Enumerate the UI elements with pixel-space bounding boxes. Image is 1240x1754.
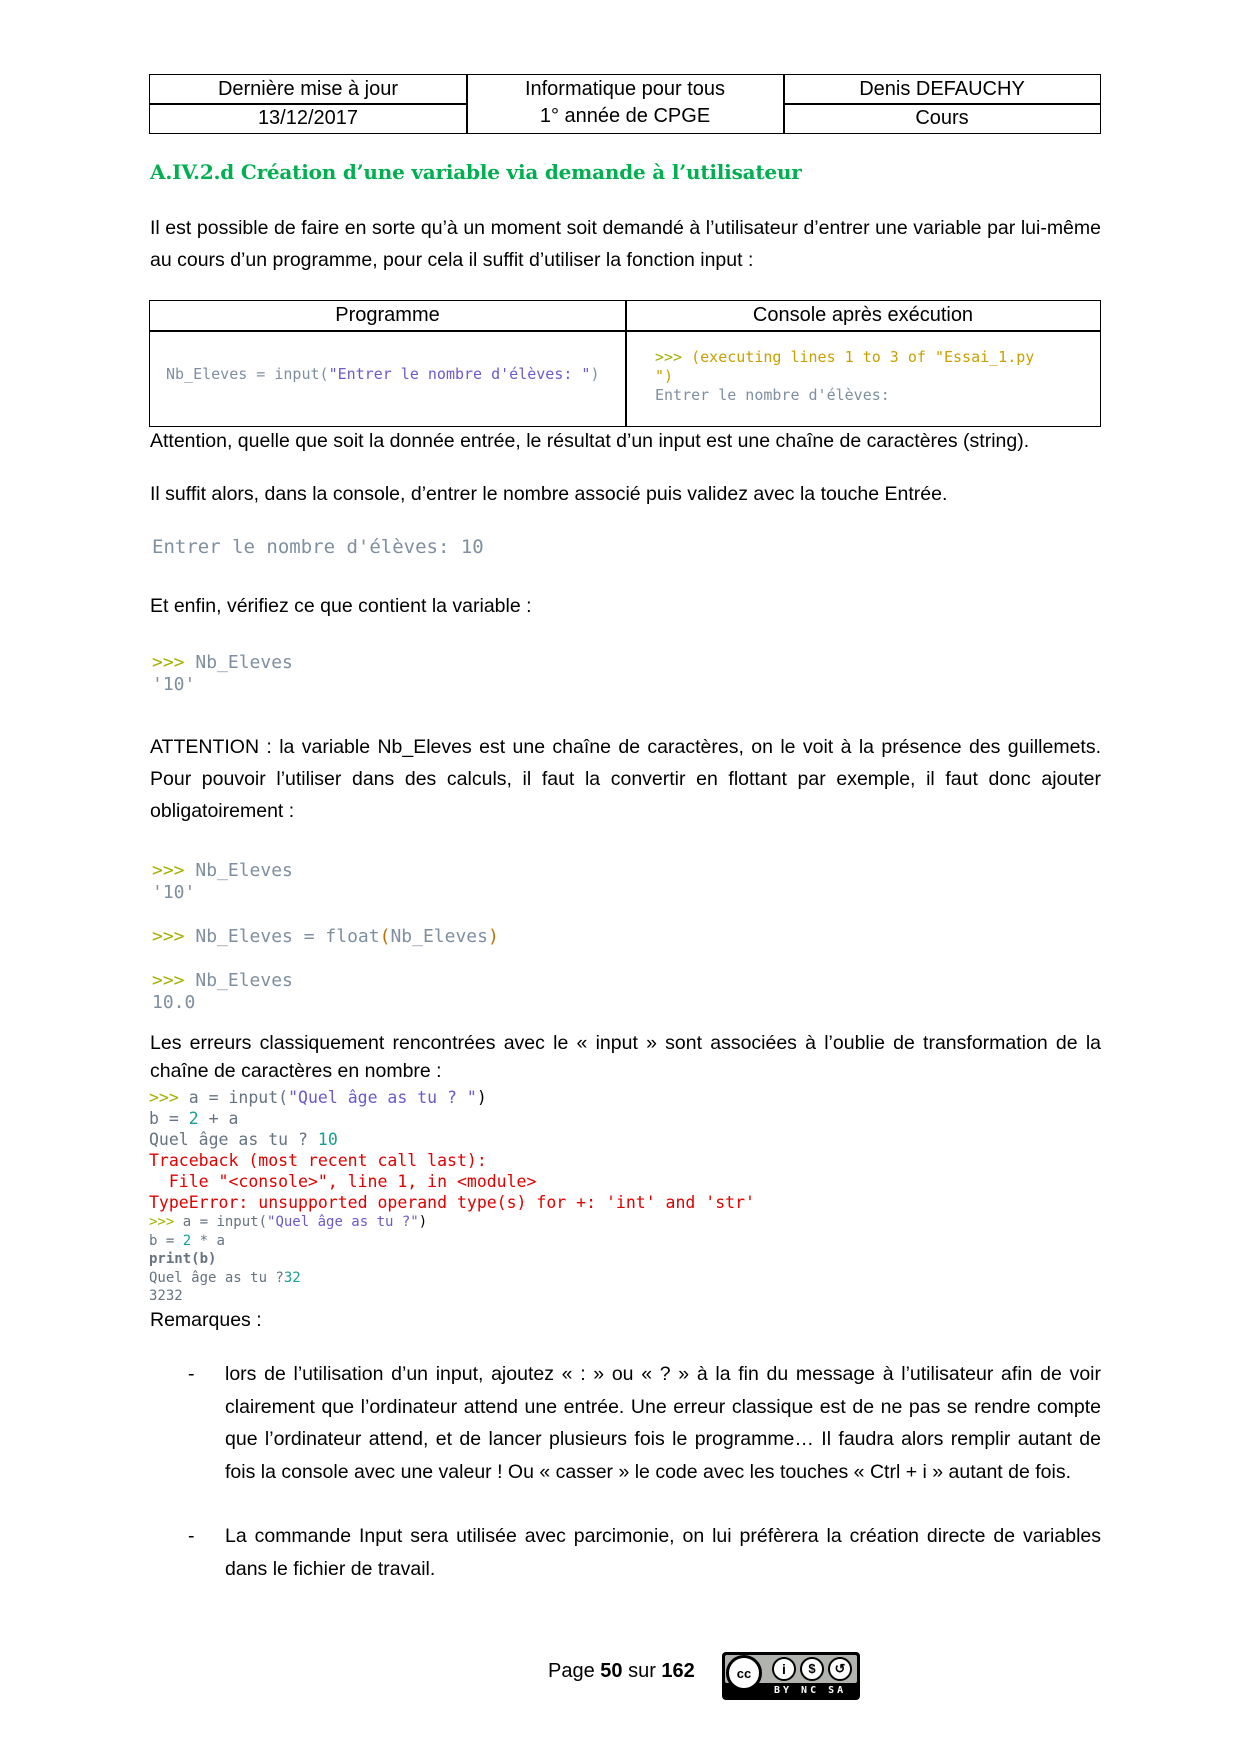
attention-string-paragraph: Attention, quelle que soit la donnée entrée, le résultat d’un input est une chaîne de caractères (string). xyxy=(150,430,1030,452)
cc-icon: cc xyxy=(726,1655,762,1691)
attribution-icon: i xyxy=(772,1657,796,1681)
program-code: Nb_Eleves = input("Entrer le nombre d'élèves: ") xyxy=(166,365,600,383)
column-header-program: Programme xyxy=(335,304,440,326)
section-title: A.IV.2.d Création d’une variable via demande à l’utilisateur xyxy=(150,160,802,184)
noncommercial-icon: $ xyxy=(800,1657,824,1681)
divider xyxy=(625,301,627,426)
errors-intro-paragraph: Les erreurs classiquement rencontrées avec le « input » sont associées à l’oublie de transformation de la chaîne de caractères en nombre : xyxy=(150,1032,1101,1082)
last-update-label: Dernière mise à jour xyxy=(217,78,399,100)
bullet-dash: - xyxy=(188,1363,195,1385)
remarks-title: Remarques : xyxy=(150,1309,262,1331)
program-console-table xyxy=(149,300,1101,427)
console-output: >>> (executing lines 1 to 3 of "Essai_1.py ") Entrer le nombre d'élèves: xyxy=(655,348,1035,404)
course-title: Informatique pour tous xyxy=(524,78,726,100)
enter-value-paragraph: Il suffit alors, dans la console, d’entrer le nombre associé puis validez avec la touche Entrée. xyxy=(150,483,948,505)
error-example-console: >>> a = input("Quel âge as tu ? ") b = 2 + a Quel âge as tu ? 10 Traceback (most recent call last): File "<console>", line 1, in <module> TypeError: unsupported operand type(s) for +: 'int' and 'str' xyxy=(149,1088,755,1212)
creative-commons-license-badge xyxy=(722,1652,860,1700)
intro-paragraph: Il est possible de faire en sorte qu’à un moment soit demandé à l’utilisateur d’entrer une variable par lui-même au cours d’un programme, pour cela il suffit d’utiliser la fonction input : xyxy=(150,217,1101,271)
remark-text: lors de l’utilisation d’un input, ajoutez « : » ou « ? » à la fin du message à l’utilisateur afin de voir clairement que l’ordinateur attend une entrée. Une erreur classique est de ne pas se rendre compte que l’ordinateur attend, et de lancer plusieurs fois le programme… Il faudra alors remplir autant de fois la console avec une valeur ! Ou « casser » le code avec les touches « Ctrl + i » autant de fois. xyxy=(225,1363,1101,1483)
attention-convert-paragraph: ATTENTION : la variable Nb_Eleves est une chaîne de caractères, on le voit à la présence des guillemets. Pour pouvoir l’utiliser dans des calculs, il faut la convertir en flottant par exemple, il faut donc ajouter obligatoirement : xyxy=(150,736,1101,822)
page-number: Page 50 sur 162 xyxy=(548,1660,695,1682)
sharealike-icon: ↺ xyxy=(828,1657,852,1681)
bullet-dash: - xyxy=(188,1525,195,1547)
course-level: 1° année de CPGE xyxy=(539,105,711,127)
verify-paragraph: Et enfin, vérifiez ce que contient la variable : xyxy=(150,595,532,617)
column-header-console: Console après exécution xyxy=(752,304,974,326)
remark-text: La commande Input sera utilisée avec parcimonie, on lui préfèrera la création directe de variables dans le fichier de travail. xyxy=(225,1525,1101,1580)
document-type: Cours xyxy=(915,107,969,129)
last-update-date: 13/12/2017 xyxy=(257,107,359,129)
license-label: BY NC SA xyxy=(774,1685,847,1696)
working-example-console: >>> a = input("Quel âge as tu ?") b = 2 * a print(b) Quel âge as tu ?32 3232 xyxy=(149,1214,428,1304)
console-convert-block: >>> Nb_Eleves '10' >>> Nb_Eleves = float(Nb_Eleves) >>> Nb_Eleves 10.0 xyxy=(152,860,499,1013)
remark-item xyxy=(150,1520,1101,1585)
console-input-line: Entrer le nombre d'élèves: 10 xyxy=(152,536,484,558)
remark-item xyxy=(150,1358,1101,1488)
document-header-table xyxy=(149,74,1101,134)
author-name: Denis DEFAUCHY xyxy=(859,78,1025,100)
console-check-string: >>> Nb_Eleves '10' xyxy=(152,652,293,695)
